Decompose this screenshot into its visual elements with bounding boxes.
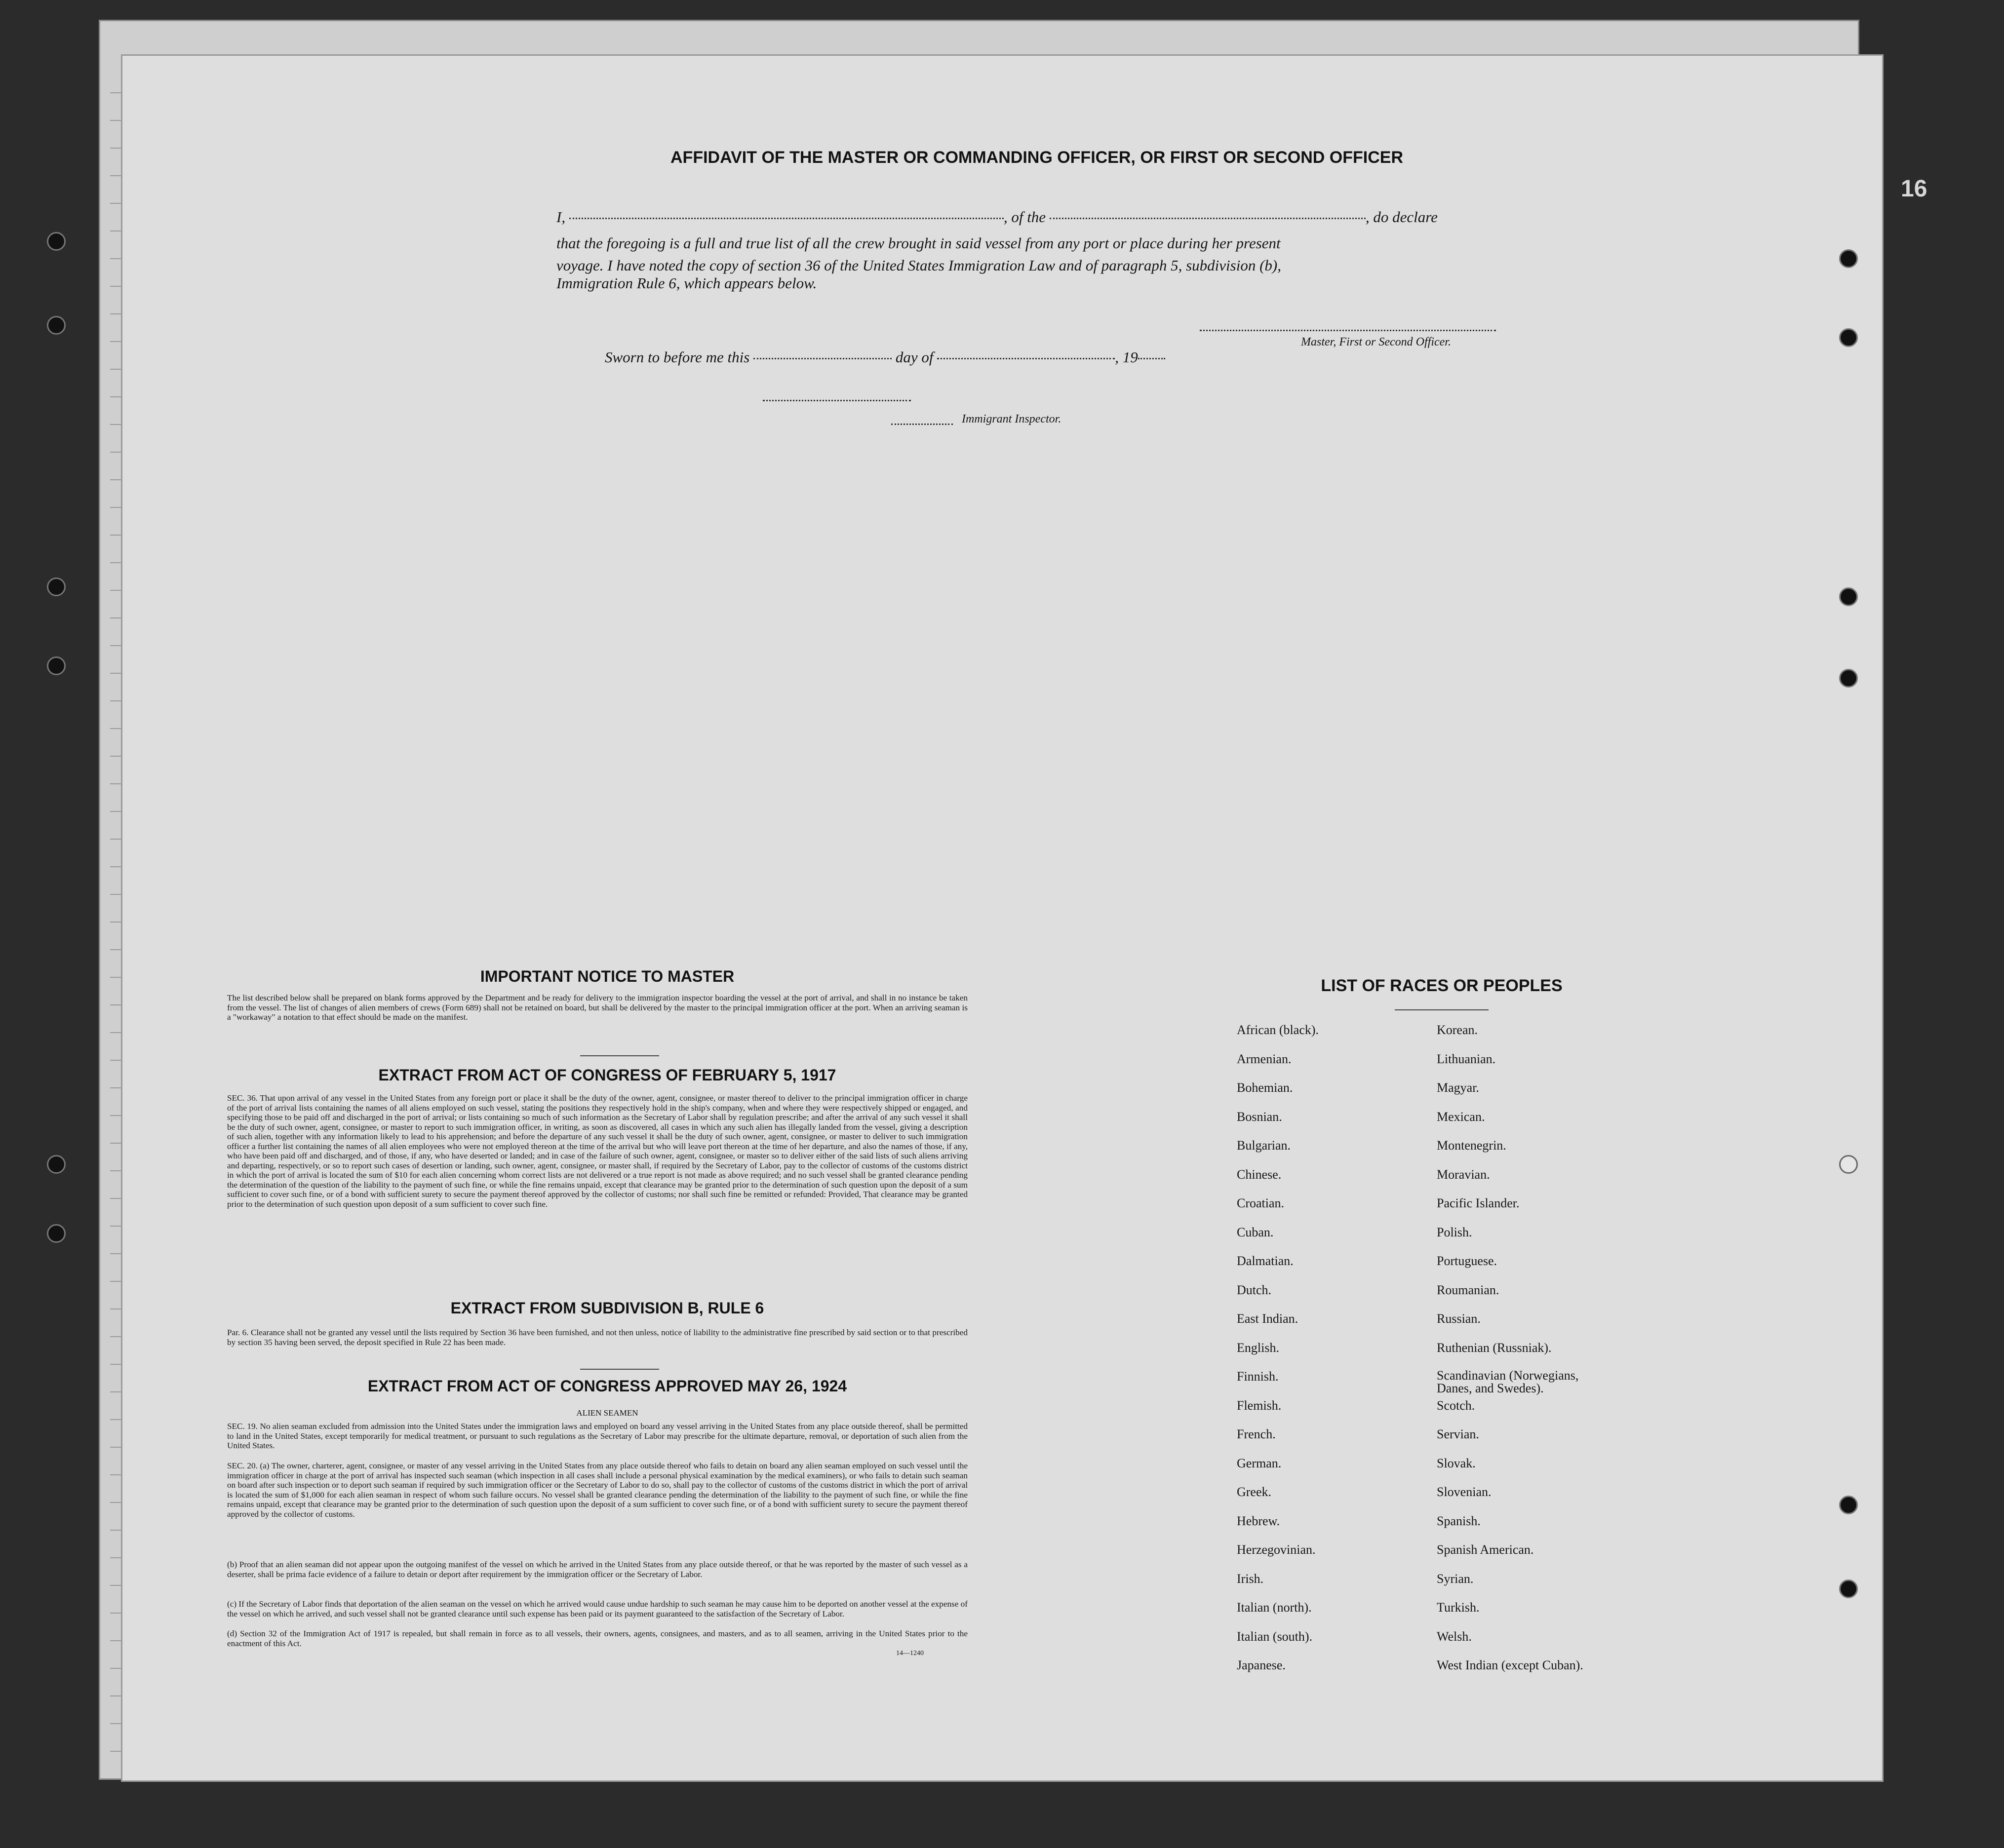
page-number: 16: [1901, 176, 1927, 202]
race-item: Croatian.: [1237, 1196, 1285, 1210]
race-item: French.: [1237, 1427, 1276, 1441]
race-item: Armenian.: [1237, 1051, 1292, 1066]
rule6-title: EXTRACT FROM SUBDIVISION B, RULE 6: [450, 1299, 764, 1317]
of-the-label: , of the: [1003, 208, 1046, 226]
do-declare-label: , do declare: [1365, 208, 1438, 226]
race-item: German.: [1237, 1456, 1282, 1470]
binder-hole-icon: [1839, 249, 1858, 268]
notice-text: The list described below shall be prepared on blank forms approved by the Department and be ready for delivery to the immigration inspector boarding the vessel at the port of arrival, and shall in no instance be taken from the vessel. The list of changes of alien members of crews (Form 689) shall not be retained on board, but shall be delivered by the master to the principal immigration officer at the port. When an arriving seaman is a "workaway" a notation to that effect should be made on the manifest.: [227, 993, 968, 1022]
race-item: Hebrew.: [1237, 1513, 1280, 1528]
race-item: Finnish.: [1237, 1369, 1279, 1384]
binder-hole-icon: [47, 578, 66, 596]
race-item: Syrian.: [1437, 1571, 1474, 1586]
divider: [1395, 1009, 1489, 1010]
race-item: Chinese.: [1237, 1167, 1282, 1182]
race-item: Welsh.: [1437, 1629, 1472, 1644]
race-item: Scandinavian (Norwegians, Danes, and Swedes).: [1437, 1368, 1579, 1395]
sec20d-text: (d) Section 32 of the Immigration Act of 1917 is repealed, but shall remain in force as to all vessels, their owners, agents, consignees, and masters, and as to all seamen, arriving in the United States prior to the enactment of this Act.: [227, 1629, 968, 1648]
race-item: Greek.: [1237, 1485, 1272, 1499]
sworn-month-field[interactable]: [937, 358, 1115, 359]
sec20b-text: (b) Proof that an alien seaman did not appear upon the outgoing manifest of the vessel on which he arrived in the United States from any place outside thereof, or that he was reported by the master of such vessel as a deserter, shall be prima facie evidence of a failure to detain or deport after requirement by the immigration officer or the Secretary of Labor.: [227, 1560, 968, 1579]
race-item: English.: [1237, 1340, 1279, 1355]
race-item: Roumanian.: [1437, 1282, 1499, 1297]
race-item: Bohemian.: [1237, 1080, 1293, 1095]
divider: [580, 1055, 659, 1056]
race-item: African (black).: [1237, 1023, 1319, 1037]
races-right-column: [1437, 1023, 1654, 1687]
race-item: Korean.: [1437, 1023, 1478, 1037]
races-left-column: [1237, 1023, 1424, 1687]
affidavit-line-3: voyage. I have noted the copy of section 36 of the United States Immigration Law and of paragraph 5, subdivision (b),: [556, 257, 1281, 274]
name-field[interactable]: [569, 218, 1004, 219]
sec20c-text: (c) If the Secretary of Labor finds that deportation of the alien seaman on the vessel on which he arrived would cause undue hardship to such seaman he may cause him to be deported on another vessel at the expense of the vessel on which he arrived, and such vessel shall not be granted clearance until such expense has been paid or its payment guaranteed to the satisfaction of the Secretary of Labor.: [227, 1599, 968, 1618]
race-item: Spanish.: [1437, 1513, 1481, 1528]
race-item: Italian (north).: [1237, 1600, 1312, 1615]
race-item: Slovak.: [1437, 1456, 1476, 1470]
sworn-line: [605, 348, 1165, 366]
notice-title: IMPORTANT NOTICE TO MASTER: [480, 967, 735, 985]
affidavit-line-1: [556, 208, 1438, 226]
extract-1924-title: EXTRACT FROM ACT OF CONGRESS APPROVED MAY 26, 1924: [367, 1377, 847, 1395]
race-item: Lithuanian.: [1437, 1051, 1496, 1066]
rule6-text: Par. 6. Clearance shall not be granted any vessel until the lists required by Section 36 have been furnished, and not then unless, notice of liability to the administrative fine prescribed by said section or to that prescribed by section 35 having been served, the deposit specified in Rule 22 has been made.: [227, 1328, 968, 1347]
sworn-day-field[interactable]: [753, 358, 892, 359]
binder-hole-icon: [47, 232, 66, 251]
inspector-signature-field-2[interactable]: [891, 424, 953, 425]
race-item: Servian.: [1437, 1427, 1479, 1441]
race-item: Portuguese.: [1437, 1254, 1497, 1268]
race-item: Dalmatian.: [1237, 1254, 1294, 1268]
sworn-prefix: Sworn to before me this: [605, 348, 750, 366]
vessel-field[interactable]: [1050, 218, 1366, 219]
form-number: 14—1240: [896, 1650, 924, 1657]
inspector-signature-field[interactable]: [763, 400, 911, 401]
race-item: Montenegrin.: [1437, 1138, 1506, 1153]
race-item: Pacific Islander.: [1437, 1196, 1520, 1210]
affidavit-line-2: that the foregoing is a full and true list of all the crew brought in said vessel from any port or place during her present: [556, 234, 1281, 252]
alien-seamen-subtitle: ALIEN SEAMEN: [576, 1408, 638, 1418]
race-item: Japanese.: [1237, 1658, 1286, 1672]
master-signature-field[interactable]: [1200, 330, 1496, 331]
race-item: East Indian.: [1237, 1311, 1298, 1326]
race-item: Moravian.: [1437, 1167, 1490, 1182]
master-signature-label: Master, First or Second Officer.: [1301, 336, 1451, 348]
affidavit-line-4: Immigration Rule 6, which appears below.: [556, 274, 817, 292]
binder-hole-icon: [1839, 587, 1858, 606]
race-item: Spanish American.: [1437, 1542, 1534, 1557]
race-item: Turkish.: [1437, 1600, 1480, 1615]
race-item: Scotch.: [1437, 1398, 1475, 1413]
sec19-text: SEC. 19. No alien seaman excluded from admission into the United States under the immigration laws and employed on board any vessel arriving in the United States from any place outside thereof, shall be permitted to land in the United States, except temporarily for medical treatment, or pursuant to such regulations as the Secretary of Labor may prescribe for the ultimate departure, removal, or deportation of such alien from the United States.: [227, 1422, 968, 1450]
sec20a-text: SEC. 20. (a) The owner, charterer, agent, consignee, or master of any vessel arriving in the United States from any place outside thereof who fails to detain on board any alien seaman employed on such vessel until the immigration officer in charge at the port of arrival has inspected such seaman (which inspection in all cases shall include a personal physical examination by the medical examiners), or who fails to detain such seaman on board after such inspection or to deport such seaman if required by such immigration officer or the Secretary of Labor to do so, shall pay to the collector of customs of the customs district in which the port of arrival is located the sum of $1,000 for each alien seaman in respect of whom such failure occurs. No vessel shall be granted clearance pending the determination of the liability to the payment of such fine, or while the fine remains unpaid, except that clearance may be granted prior to the determination of such question upon the deposit of a sum sufficient to cover such fine, or of a bond with sufficient surety to secure the payment thereof approved by the collector of customs.: [227, 1461, 968, 1519]
sworn-year-field[interactable]: [1138, 358, 1165, 359]
binder-hole-icon: [47, 1224, 66, 1243]
binder-hole-icon: [1839, 1496, 1858, 1514]
races-title: LIST OF RACES OR PEOPLES: [1321, 976, 1563, 995]
divider: [580, 1369, 659, 1370]
binder-hole-icon: [47, 316, 66, 335]
sworn-year-prefix: , 19: [1115, 348, 1138, 366]
race-item: Dutch.: [1237, 1282, 1272, 1297]
race-item: Magyar.: [1437, 1080, 1479, 1095]
race-item: Italian (south).: [1237, 1629, 1313, 1644]
extract-1917-title: EXTRACT FROM ACT OF CONGRESS OF FEBRUARY 5, 1917: [378, 1066, 836, 1084]
race-item: Bulgarian.: [1237, 1138, 1291, 1153]
race-item: Russian.: [1437, 1311, 1481, 1326]
binder-hole-icon: [47, 656, 66, 675]
race-item: Flemish.: [1237, 1398, 1282, 1413]
race-item: Bosnian.: [1237, 1109, 1282, 1124]
affidavit-title: AFFIDAVIT OF THE MASTER OR COMMANDING OFFICER, OR FIRST OR SECOND OFFICER: [670, 148, 1403, 167]
race-item: Ruthenian (Russniak).: [1437, 1340, 1552, 1355]
race-item: Cuban.: [1237, 1225, 1274, 1239]
binder-hole-icon: [47, 1155, 66, 1174]
race-item: Irish.: [1237, 1571, 1264, 1586]
race-item: Mexican.: [1437, 1109, 1485, 1124]
race-item: Slovenian.: [1437, 1485, 1492, 1499]
binder-hole-icon: [1839, 1155, 1858, 1174]
race-item: West Indian (except Cuban).: [1437, 1658, 1583, 1672]
inspector-label: Immigrant Inspector.: [962, 413, 1061, 425]
race-item: Herzegovinian.: [1237, 1542, 1316, 1557]
affidavit-i-label: I,: [556, 208, 566, 226]
race-item: Polish.: [1437, 1225, 1472, 1239]
extract-1917-text: SEC. 36. That upon arrival of any vessel in the United States from any foreign port or place it shall be the duty of the owner, agent, consignee, or master thereof to deliver to the principal immigration officer in charge of the port of arrival lists containing the names of all aliens employed on such vessel, stating the positions they respectively hold in the ship's company, when and where they were respectively shipped or engaged, and specifying those to be paid off and discharged in the port of arrival; or lists containing so much of such information as the Secretary of Labor shall by regulation prescribe; and after the arrival of any such vessel it shall be the duty of such owner, agent, consignee, or master to report to such immigration officer, in writing, as soon as discovered, all cases in which any such alien has illegally landed from the vessel, giving a description of such alien, together with any information likely to lead to his apprehension; and before the departure of any such vessel it shall be the duty of such owner, agent, consignee, or master to deliver to such immigration officer a further list containing the names of all alien employees who were not employed thereon at the time of the arrival but who will leave port thereon at the time of her departure, and also the names of those, if any, who have been paid off and discharged, and of those, if any, who have deserted or landed; and in case of the failure of such owner, agent, consignee, or master so to deliver either of the said lists of such aliens arriving and departing, respectively, or so to report such cases of desertion or landing, such owner, agent, consignee, or master shall, if required by the Secretary of Labor, pay to the collector of customs of the customs district in which the port of arrival is located the sum of $10 for each alien concerning whom correct lists are not delivered or a true report is not made as above required; and no such vessel shall be granted clearance pending the determination of the question of the liability to the payment of such fine, or while the fine remains unpaid, except that clearance may be granted prior to the determination of such question upon the deposit of a sum sufficient to cover such fine, or of a bond with sufficient surety to secure the payment thereof approved by the collector of customs; nor shall such fine be remitted or refunded: Provided, That clearance may be granted prior to the determination of such question upon deposit of a sum sufficient to cover such fine.: [227, 1093, 968, 1209]
binder-hole-icon: [1839, 669, 1858, 688]
binder-hole-icon: [1839, 1579, 1858, 1598]
binder-hole-icon: [1839, 328, 1858, 347]
sworn-day-of: day of: [895, 348, 934, 366]
